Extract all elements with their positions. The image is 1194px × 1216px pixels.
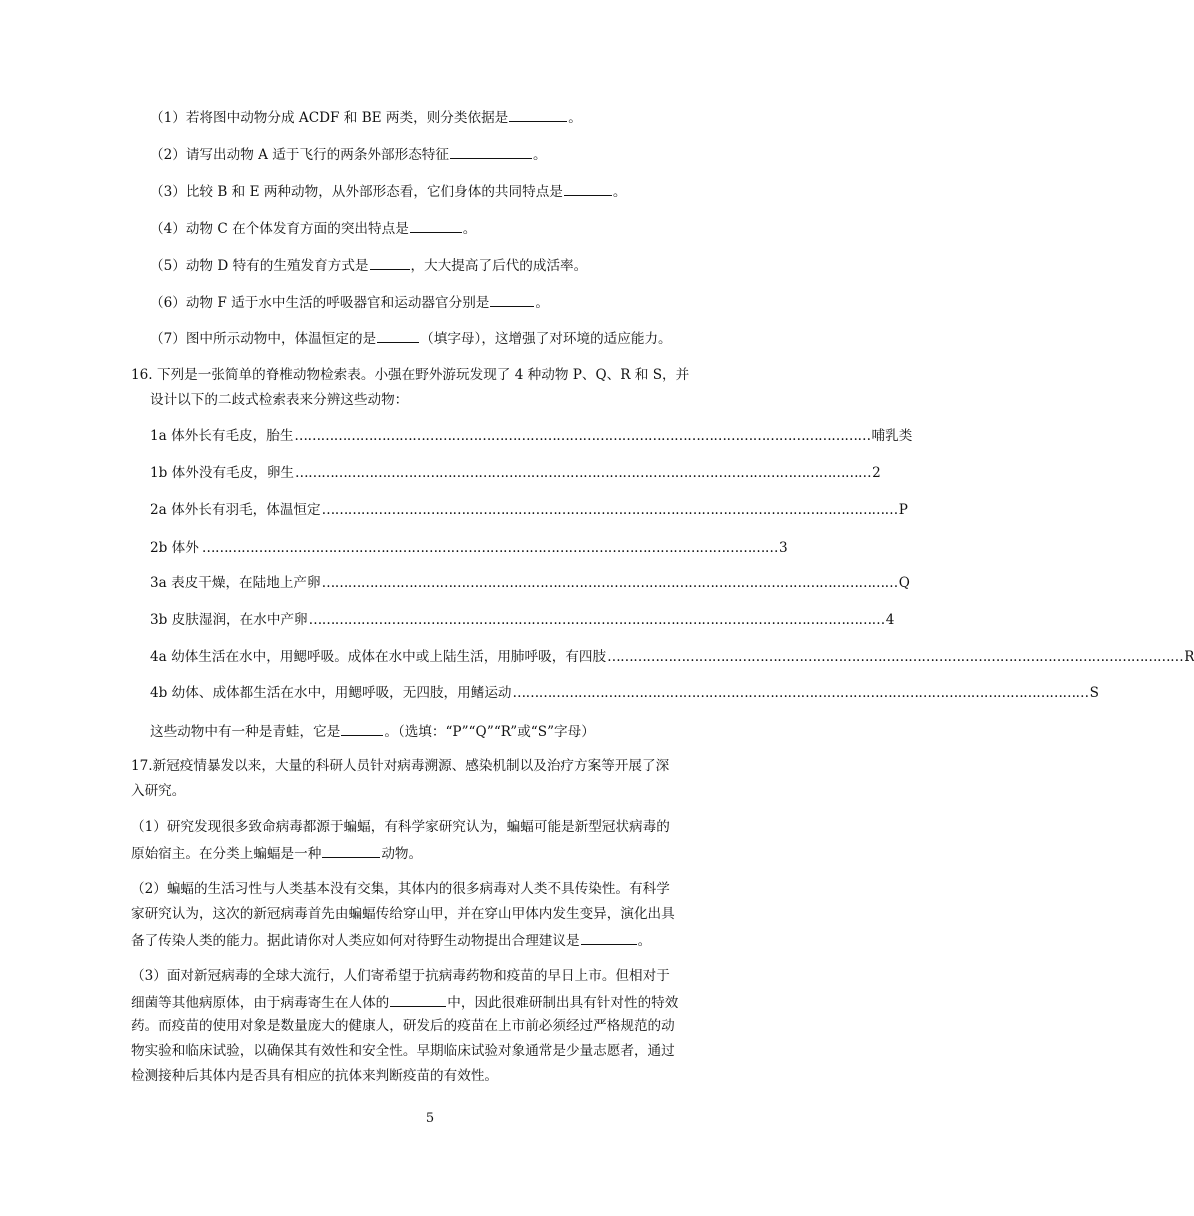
q15-item-5-text: （5）动物 D 特有的生殖发育方式是 bbox=[150, 258, 369, 274]
key-result: 2 bbox=[872, 465, 881, 481]
answer-blank[interactable] bbox=[450, 143, 532, 159]
q17-p3-line4: 物实验和临床试验，以确保其有效性和安全性。早期临床试验对象通常是少量志愿者，通过 bbox=[131, 1043, 675, 1059]
answer-blank[interactable] bbox=[341, 720, 383, 736]
answer-blank[interactable] bbox=[581, 929, 637, 945]
q17-p3-line3: 药。而疫苗的使用对象是数量庞大的健康人，研发后的疫苗在上市前必须经过严格规范的动 bbox=[131, 1018, 675, 1034]
key-result: R bbox=[1184, 649, 1194, 665]
answer-blank[interactable] bbox=[322, 842, 380, 858]
leader-dots: …………………………………………………………………………………………………………………… bbox=[294, 428, 871, 444]
key-row-2a bbox=[150, 500, 908, 520]
leader-dots: …………………………………………………………………………………………………………………… bbox=[295, 465, 872, 481]
q15-item-3 bbox=[150, 180, 626, 202]
key-text: 4a 幼体生活在水中，用鳃呼吸。成体在水中或上陆生活，用肺呼吸，有四肢 bbox=[150, 649, 607, 665]
answer-blank[interactable] bbox=[564, 180, 612, 196]
key-row-4b bbox=[150, 683, 1099, 703]
q16-stem-line1: 16. 下列是一张简单的脊椎动物检索表。小强在野外游玩发现了 4 种动物 P、Q、R 和 S，并 bbox=[131, 367, 690, 383]
leader-dots: …………………………………………………………………………………………………………………… bbox=[512, 685, 1089, 701]
q15-item-7-text: （7）图中所示动物中，体温恒定的是 bbox=[150, 331, 377, 347]
q15-item-4 bbox=[150, 217, 476, 239]
q15-item-5 bbox=[150, 254, 587, 276]
q15-item-3-text: （3）比较 B 和 E 两种动物，从外部形态看，它们身体的共同特点是 bbox=[150, 184, 563, 200]
q15-item-6-text: （6）动物 F 适于水中生活的呼吸器官和运动器官分别是 bbox=[150, 295, 490, 311]
answer-blank[interactable] bbox=[490, 291, 534, 307]
q17-p2-line2: 家研究认为，这次的新冠病毒首先由蝙蝠传给穿山甲，并在穿山甲体内发生变异，演化出具 bbox=[131, 906, 675, 922]
q15-item-1 bbox=[150, 106, 582, 128]
key-text: 3a 表皮干燥，在陆地上产卵 bbox=[150, 575, 321, 591]
key-result: 4 bbox=[885, 612, 895, 628]
q17-p1-text: 原始宿主。在分类上蝙蝠是一种 bbox=[131, 846, 322, 862]
q17-p3-line1: （3）面对新冠病毒的全球大流行，人们寄希望于抗病毒药物和疫苗的早日上市。但相对于 bbox=[131, 968, 670, 984]
q17-stem-line1: 17.新冠疫情暴发以来，大量的科研人员针对病毒溯源、感染机制以及治疗方案等开展了深 bbox=[131, 758, 670, 774]
leader-dots: …………………………………………………………………………………………………………………… bbox=[321, 575, 898, 591]
key-text: 2a 体外长有羽毛，体温恒定 bbox=[150, 502, 321, 518]
q15-item-7 bbox=[150, 327, 672, 349]
answer-blank[interactable] bbox=[390, 991, 446, 1007]
q16-question bbox=[150, 720, 595, 742]
q17-stem-line2: 入研究。 bbox=[131, 783, 186, 799]
q17-p2-line3 bbox=[131, 929, 651, 951]
q15-item-1-text: （1）若将图中动物分成 ACDF 和 BE 两类，则分类依据是 bbox=[150, 110, 509, 126]
key-row-1b bbox=[150, 463, 881, 483]
key-row-4a bbox=[150, 647, 1194, 667]
q15-item-4-end: 。 bbox=[462, 221, 477, 237]
q15-item-4-text: （4）动物 C 在个体发育方面的突出特点是 bbox=[150, 221, 409, 237]
key-text: 3b 皮肤湿润，在水中产卵 bbox=[150, 612, 308, 628]
key-result: 哺乳类 bbox=[871, 428, 913, 444]
answer-blank[interactable] bbox=[410, 217, 462, 233]
key-text: 2b 体外 bbox=[150, 540, 199, 556]
q15-item-6-end: 。 bbox=[535, 295, 549, 311]
q15-item-2-end: 。 bbox=[532, 147, 547, 163]
q17-p2-end: 。 bbox=[637, 933, 652, 949]
key-result: P bbox=[898, 502, 908, 518]
q17-p3-line5: 检测接种后其体内是否具有相应的抗体来判断疫苗的有效性。 bbox=[131, 1068, 499, 1084]
key-row-3a bbox=[150, 573, 910, 593]
key-row-1a bbox=[150, 426, 913, 446]
key-result: S bbox=[1089, 685, 1099, 701]
q16-question-text: 这些动物中有一种是青蛙，它是 bbox=[150, 724, 341, 740]
key-text: 1b 体外没有毛皮，卵生 bbox=[150, 465, 295, 481]
q17-p3-text: 细菌等其他病原体，由于病毒寄生在人体的 bbox=[131, 995, 390, 1011]
key-result: Q bbox=[898, 575, 910, 591]
q16-stem-line2: 设计以下的二歧式检索表来分辨这些动物： bbox=[150, 392, 409, 408]
q17-p1-line2 bbox=[131, 842, 422, 864]
q15-item-1-end: 。 bbox=[568, 110, 582, 126]
q17-p1-line1: （1）研究发现很多致命病毒都源于蝙蝠，有科学家研究认为，蝙蝠可能是新型冠状病毒的 bbox=[131, 819, 670, 835]
q17-p1-end: 动物。 bbox=[381, 846, 423, 862]
key-text: 4b 幼体、成体都生活在水中，用鳃呼吸，无四肢，用鳍运动 bbox=[150, 685, 512, 701]
q15-item-5-end: ，大大提高了后代的成活率。 bbox=[410, 258, 588, 274]
key-row-3b bbox=[150, 610, 895, 630]
q15-item-2 bbox=[150, 143, 547, 165]
key-text: 1a 体外长有毛皮，胎生 bbox=[150, 428, 294, 444]
answer-blank[interactable] bbox=[377, 327, 419, 343]
page-number: 5 bbox=[425, 1111, 435, 1126]
answer-blank[interactable] bbox=[370, 254, 410, 270]
q15-item-7-end: （填字母），这增强了对环境的适应能力。 bbox=[420, 331, 672, 347]
q15-item-3-end: 。 bbox=[612, 184, 627, 200]
q16-question-options: 。（选填：“P”“Q”“R”或“S”字母） bbox=[384, 724, 595, 740]
key-row-2b bbox=[150, 536, 788, 558]
q17-p2-text: 备了传染人类的能力。据此请你对人类应如何对待野生动物提出合理建议是 bbox=[131, 933, 580, 949]
leader-dots: …………………………………………………………………………………………………………………… bbox=[201, 540, 778, 556]
leader-dots: …………………………………………………………………………………………………………………… bbox=[607, 649, 1184, 665]
q17-p3-line2 bbox=[131, 991, 678, 1013]
leader-dots: …………………………………………………………………………………………………………………… bbox=[321, 502, 898, 518]
answer-blank[interactable] bbox=[509, 106, 567, 122]
q17-p3-text-cont: 中，因此很难研制出具有针对性的特效 bbox=[447, 995, 679, 1011]
leader-dots: …………………………………………………………………………………………………………………… bbox=[308, 612, 885, 628]
q15-item-6 bbox=[150, 291, 549, 313]
key-result: 3 bbox=[778, 540, 788, 556]
q15-item-2-text: （2）请写出动物 A 适于飞行的两条外部形态特征 bbox=[150, 147, 449, 163]
q17-p2-line1: （2）蝙蝠的生活习性与人类基本没有交集，其体内的很多病毒对人类不具传染性。有科学 bbox=[131, 881, 670, 897]
